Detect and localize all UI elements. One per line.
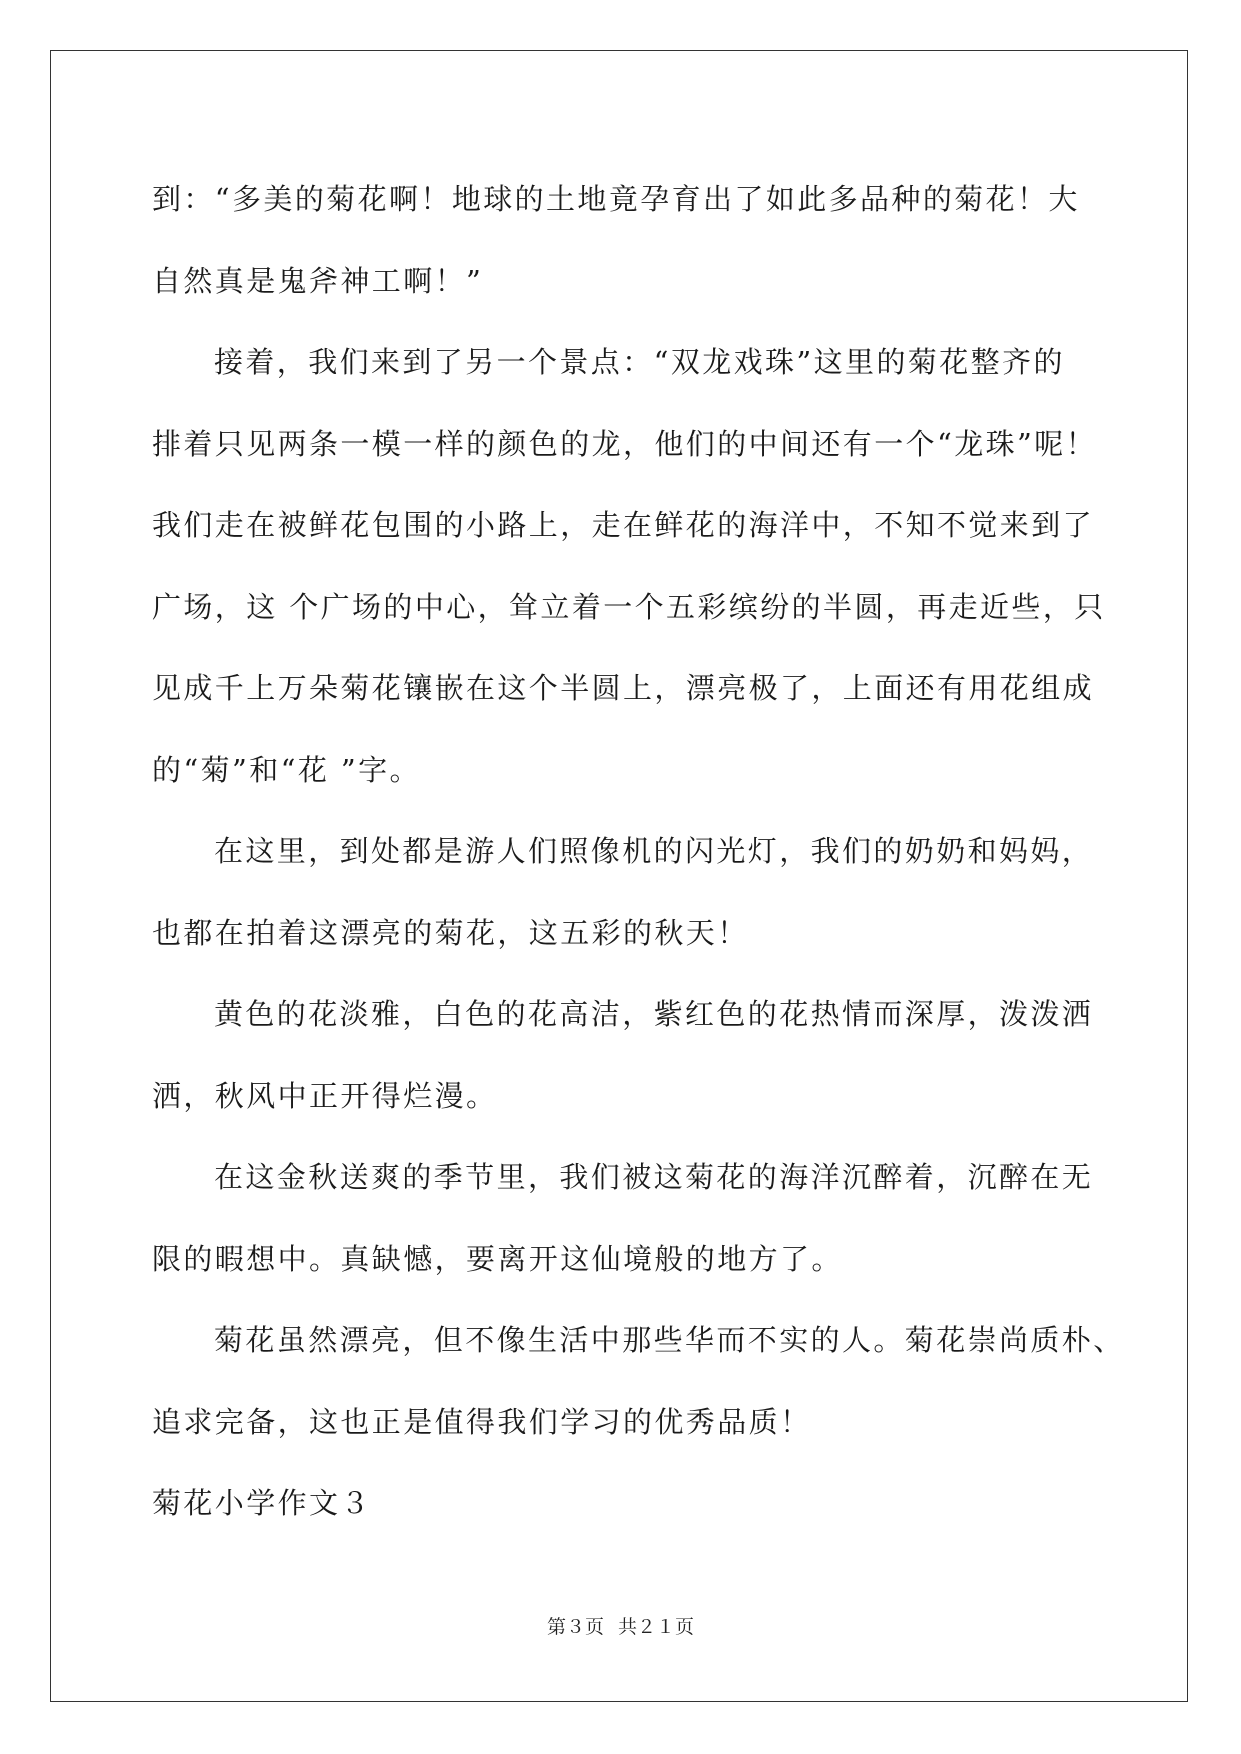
- text-line: 在这金秋送爽的季节里，我们被这菊花的海洋沉醉着，沉醉在无: [214, 1160, 1094, 1194]
- section-title: 菊花小学作文３: [152, 1486, 372, 1520]
- text-line: 在这里，到处都是游人们照像机的闪光灯，我们的奶奶和妈妈，: [214, 834, 1094, 868]
- page-number: 第３页: [546, 1616, 604, 1638]
- text-line: 黄色的花淡雅，白色的花高洁，紫红色的花热情而深厚，泼泼洒: [214, 997, 1094, 1031]
- text-line: 到：“多美的菊花啊！地球的土地竟孕育出了如此多品种的菊花！大: [152, 182, 1080, 216]
- text-line: 排着只见两条一模一样的颜色的龙，他们的中间还有一个“龙珠”呢！: [152, 426, 1098, 461]
- text-line: 自然真是鬼斧神工啊！”: [152, 263, 484, 298]
- text-line: 也都在拍着这漂亮的菊花，这五彩的秋天！: [152, 915, 749, 950]
- text-line: 洒，秋风中正开得烂漫。: [152, 1078, 498, 1113]
- text-line: 接着，我们来到了另一个景点：“双龙戏珠”这里的菊花整齐的: [214, 345, 1065, 379]
- document-body: [152, 159, 1125, 1545]
- text-line: 追求完备，这也正是值得我们学习的优秀品质！: [152, 1404, 812, 1439]
- page-footer: [0, 1612, 1241, 1639]
- text-line: 菊花虽然漂亮，但不像生活中那些华而不实的人。菊花崇尚质朴、: [214, 1323, 1125, 1357]
- text-line: 见成千上万朵菊花镶嵌在这个半圆上，漂亮极了，上面还有用花组成: [152, 671, 1095, 705]
- text-line: 限的暇想中。真缺憾，要离开这仙境般的地方了。: [152, 1241, 843, 1276]
- page-total: 共２１页: [618, 1616, 695, 1638]
- text-line: 的“菊”和“花 ”字。: [152, 752, 421, 787]
- text-line: 广场，这 个广场的中心，耸立着一个五彩缤纷的半圆，再走近些，只: [152, 589, 1106, 624]
- text-line: 我们走在被鲜花包围的小路上，走在鲜花的海洋中，不知不觉来到了: [152, 508, 1095, 542]
